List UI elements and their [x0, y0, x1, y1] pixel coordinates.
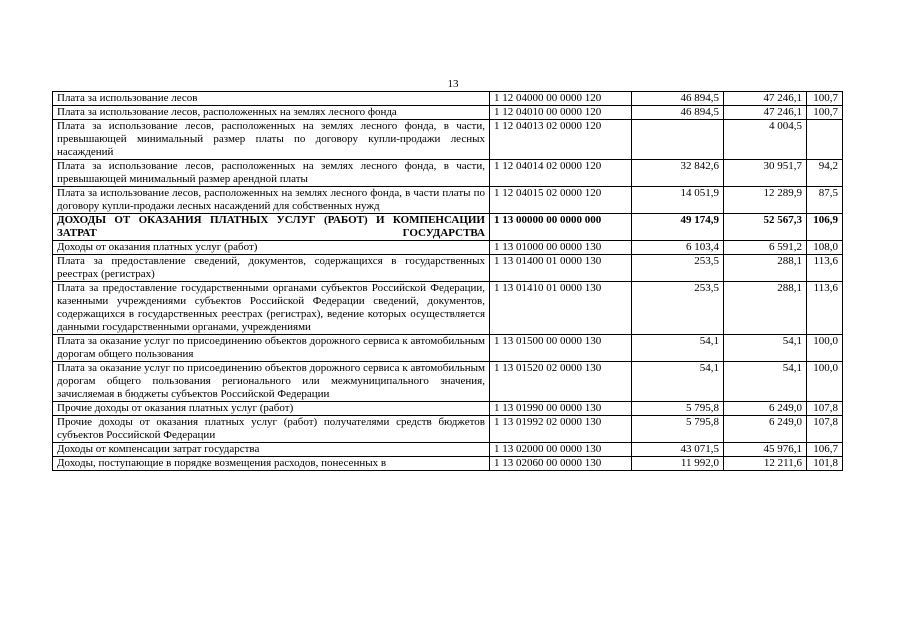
row-percent-cell: 106,7 [807, 443, 843, 457]
row-name-cell: Плата за использование лесов [53, 92, 490, 106]
row-code-cell: 1 13 01500 00 0000 130 [490, 335, 632, 362]
row-name-cell: ДОХОДЫ ОТ ОКАЗАНИЯ ПЛАТНЫХ УСЛУГ (РАБОТ) И КОМПЕНСАЦИИ ЗАТРАТ ГОСУДАРСТВА [53, 214, 490, 241]
row-name-cell: Прочие доходы от оказания платных услуг (работ) получателями средств бюджетов субъектов Российской Федерации [53, 416, 490, 443]
row-code-cell: 1 12 04000 00 0000 120 [490, 92, 632, 106]
row-code-cell: 1 12 04010 00 0000 120 [490, 106, 632, 120]
row-percent-cell: 108,0 [807, 241, 843, 255]
row-percent-cell [807, 120, 843, 160]
row-value-2-cell: 45 976,1 [724, 443, 807, 457]
row-percent-cell: 106,9 [807, 214, 843, 241]
row-value-1-cell: 6 103,4 [632, 241, 724, 255]
row-percent-cell: 107,8 [807, 402, 843, 416]
row-percent-cell: 113,6 [807, 282, 843, 335]
budget-table-body [53, 92, 843, 471]
row-code-cell: 1 12 04015 02 0000 120 [490, 187, 632, 214]
row-value-2-cell: 47 246,1 [724, 92, 807, 106]
row-value-2-cell: 54,1 [724, 362, 807, 402]
table-row [53, 92, 843, 106]
row-code-cell: 1 13 01410 01 0000 130 [490, 282, 632, 335]
row-value-2-cell: 54,1 [724, 335, 807, 362]
row-code-cell: 1 12 04014 02 0000 120 [490, 160, 632, 187]
row-code-cell: 1 13 01990 00 0000 130 [490, 402, 632, 416]
row-code-cell: 1 13 01992 02 0000 130 [490, 416, 632, 443]
table-row [53, 120, 843, 160]
row-value-2-cell: 4 004,5 [724, 120, 807, 160]
row-name-cell: Плата за предоставление государственными органами субъектов Российской Федерации, казенными учреждениями субъектов Российской Федерации сведений, документов, содержащихся в государственных реестрах (регистрах), ведение которых осуществляется данными государственными органами, учреждениями [53, 282, 490, 335]
row-value-2-cell: 30 951,7 [724, 160, 807, 187]
row-value-1-cell: 5 795,8 [632, 402, 724, 416]
row-name-cell: Прочие доходы от оказания платных услуг (работ) [53, 402, 490, 416]
row-value-1-cell: 46 894,5 [632, 92, 724, 106]
table-row [53, 457, 843, 471]
row-percent-cell: 101,8 [807, 457, 843, 471]
row-code-cell: 1 13 00000 00 0000 000 [490, 214, 632, 241]
row-percent-cell: 113,6 [807, 255, 843, 282]
row-percent-cell: 94,2 [807, 160, 843, 187]
row-value-1-cell: 5 795,8 [632, 416, 724, 443]
row-value-1-cell: 46 894,5 [632, 106, 724, 120]
row-value-1-cell: 14 051,9 [632, 187, 724, 214]
row-name-cell: Плата за использование лесов, расположенных на землях лесного фонда [53, 106, 490, 120]
row-value-2-cell: 47 246,1 [724, 106, 807, 120]
budget-table [52, 91, 843, 471]
row-value-1-cell: 49 174,9 [632, 214, 724, 241]
row-percent-cell: 100,7 [807, 106, 843, 120]
row-percent-cell: 87,5 [807, 187, 843, 214]
row-value-1-cell: 253,5 [632, 282, 724, 335]
row-value-1-cell [632, 120, 724, 160]
row-value-2-cell: 52 567,3 [724, 214, 807, 241]
table-row [53, 106, 843, 120]
table-row [53, 443, 843, 457]
row-percent-cell: 100,0 [807, 335, 843, 362]
row-code-cell: 1 13 01000 00 0000 130 [490, 241, 632, 255]
row-name-cell: Плата за оказание услуг по присоединению объектов дорожного сервиса к автомобильным дорогам общего пользования регионального или межмуниципального значения, зачисляемая в бюджеты субъектов Российской Федерации [53, 362, 490, 402]
row-name-cell: Плата за предоставление сведений, документов, содержащихся в государственных реестрах (регистрах) [53, 255, 490, 282]
row-value-2-cell: 12 289,9 [724, 187, 807, 214]
row-value-2-cell: 6 249,0 [724, 402, 807, 416]
row-value-1-cell: 32 842,6 [632, 160, 724, 187]
row-value-2-cell: 288,1 [724, 255, 807, 282]
row-name-cell: Плата за оказание услуг по присоединению объектов дорожного сервиса к автомобильным дорогам общего пользования [53, 335, 490, 362]
table-row [53, 255, 843, 282]
table-row [53, 160, 843, 187]
row-percent-cell: 100,0 [807, 362, 843, 402]
table-row [53, 214, 843, 241]
row-name-cell: Плата за использование лесов, расположенных на землях лесного фонда, в части платы по договору купли-продажи лесных насаждений для собственных нужд [53, 187, 490, 214]
row-name-cell: Плата за использование лесов, расположенных на землях лесного фонда, в части, превышающей минимальный размер платы по договору купли-продажи лесных насаждений [53, 120, 490, 160]
row-percent-cell: 100,7 [807, 92, 843, 106]
row-percent-cell: 107,8 [807, 416, 843, 443]
row-name-cell: Доходы от оказания платных услуг (работ) [53, 241, 490, 255]
row-value-1-cell: 43 071,5 [632, 443, 724, 457]
table-row [53, 416, 843, 443]
row-value-1-cell: 54,1 [632, 335, 724, 362]
table-row [53, 362, 843, 402]
table-row [53, 402, 843, 416]
table-row [53, 241, 843, 255]
page-number: 13 [447, 78, 459, 90]
row-value-1-cell: 54,1 [632, 362, 724, 402]
row-value-2-cell: 12 211,6 [724, 457, 807, 471]
row-name-cell: Плата за использование лесов, расположенных на землях лесного фонда, в части, превышающей минимальный размер арендной платы [53, 160, 490, 187]
table-row [53, 282, 843, 335]
table-row [53, 187, 843, 214]
row-value-2-cell: 6 249,0 [724, 416, 807, 443]
row-code-cell: 1 13 01520 02 0000 130 [490, 362, 632, 402]
row-code-cell: 1 13 02000 00 0000 130 [490, 443, 632, 457]
row-code-cell: 1 13 01400 01 0000 130 [490, 255, 632, 282]
table-row [53, 335, 843, 362]
row-name-cell: Доходы, поступающие в порядке возмещения расходов, понесенных в [53, 457, 490, 471]
row-name-cell: Доходы от компенсации затрат государства [53, 443, 490, 457]
row-value-1-cell: 253,5 [632, 255, 724, 282]
row-value-2-cell: 288,1 [724, 282, 807, 335]
row-code-cell: 1 12 04013 02 0000 120 [490, 120, 632, 160]
row-value-2-cell: 6 591,2 [724, 241, 807, 255]
row-value-1-cell: 11 992,0 [632, 457, 724, 471]
row-code-cell: 1 13 02060 00 0000 130 [490, 457, 632, 471]
